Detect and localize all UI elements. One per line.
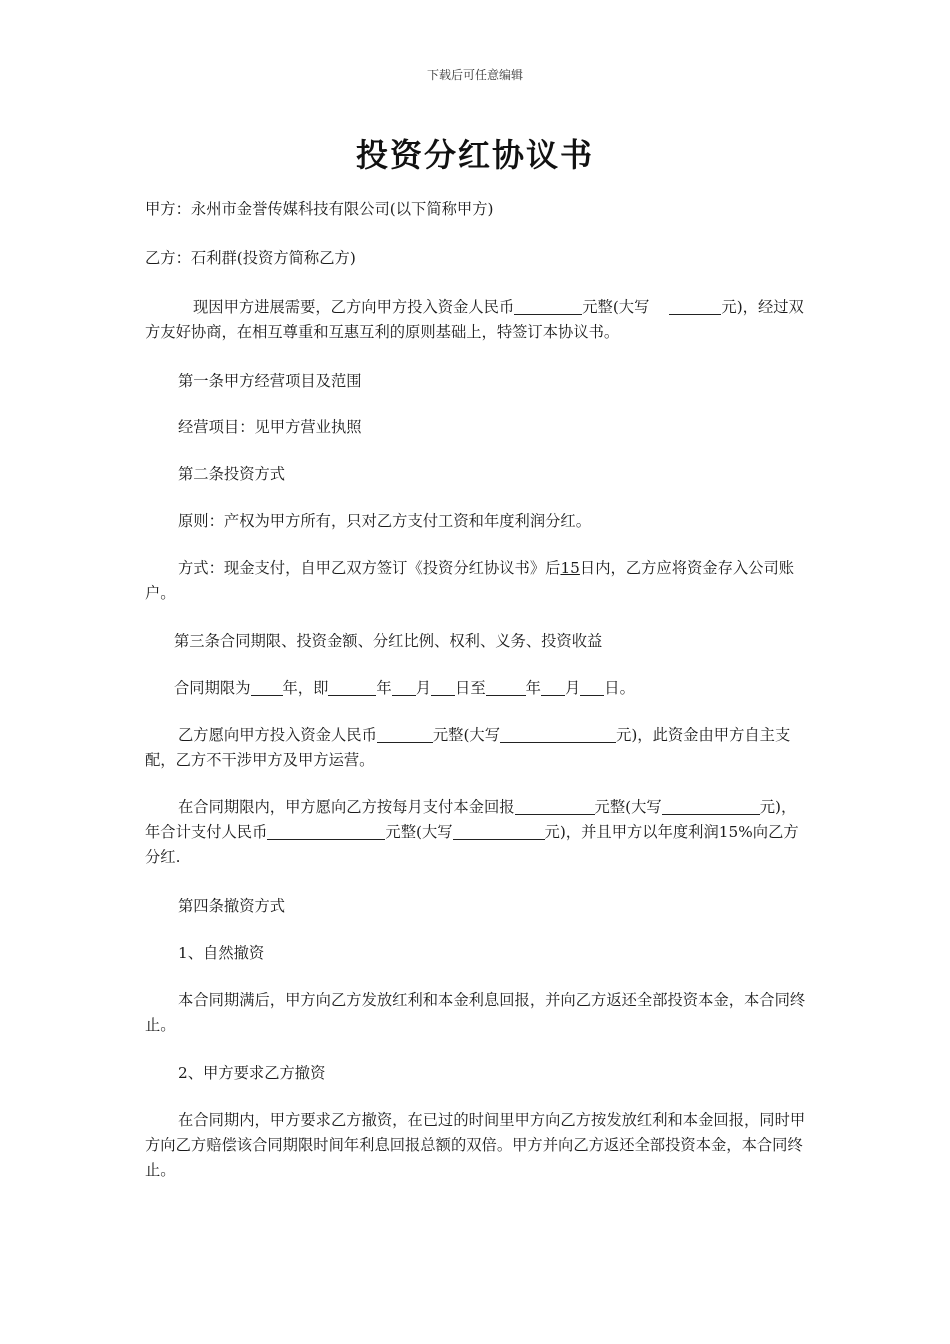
article-4-heading: 第四条撤资方式 [178, 897, 286, 915]
end-day-blank [580, 677, 604, 696]
term-text-8: 日。 [604, 679, 635, 697]
intro-text-1: 现因甲方进展需要，乙方向甲方投入资金人民币 [193, 298, 515, 316]
monthly-return-blank [515, 796, 595, 815]
article-4-section-2-text: 在合同期内，甲方要求乙方撤资，在已过的时间里甲方向乙方按发放红利和本金回报，同时甲方向乙方赔偿该合同期限时间年利息回报总额的双倍。甲方并向乙方返还全部投资本金，本合同终止。 [145, 1111, 806, 1179]
article-4-section-1-heading: 1、自然撤资 [178, 944, 265, 962]
term-text-7: 月 [564, 679, 581, 697]
term-years-blank [251, 677, 283, 696]
invest-words-blank [500, 724, 616, 743]
annual-words-blank [453, 821, 545, 840]
term-text-3: 年 [376, 679, 392, 697]
document-title: 投资分红协议书 [355, 136, 594, 174]
method-text-2: 日内，乙方应将资金存入公司账户。 [145, 559, 795, 602]
amount-words-blank [669, 296, 721, 315]
intro-text-3: 元)，经过双方友好协商，在相互尊重和互惠互利的原则基础上，特签订本协议书。 [145, 298, 804, 341]
return-text-3: 元)，年合计支付人民币 [145, 798, 797, 841]
annual-total-blank [267, 821, 385, 840]
article-3-investment [145, 723, 807, 773]
party-b: 乙方：石利群(投资方简称乙方) [145, 249, 356, 267]
monthly-words-blank [662, 796, 760, 815]
invest-text-2: 元整(大写 [432, 726, 501, 744]
method-text-1: 方式：现金支付，自甲乙双方签订《投资分红协议书》后 [178, 559, 561, 577]
start-year-blank [328, 677, 376, 696]
article-2-method [145, 556, 807, 606]
term-text-6: 年 [525, 679, 541, 697]
party-a: 甲方：永州市金誉传媒科技有限公司(以下简称甲方) [145, 200, 494, 218]
start-day-blank [431, 677, 455, 696]
invest-text-3: 元)，此资金由甲方自主支配，乙方不干涉甲方及甲方运营。 [145, 726, 791, 769]
intro-paragraph [145, 295, 807, 345]
end-year-blank [486, 677, 526, 696]
article-1-heading: 第一条甲方经营项目及范围 [178, 372, 362, 390]
return-text-4: 元整(大写 [385, 823, 453, 841]
article-4-section-2-heading: 2、甲方要求乙方撤资 [178, 1064, 326, 1082]
document-body [145, 197, 807, 1183]
term-text-1: 合同期限为 [174, 679, 251, 697]
term-text-5: 日至 [455, 679, 486, 697]
return-text-2: 元整(大写 [594, 798, 662, 816]
intro-text-2: 元整(大写 [582, 298, 650, 316]
article-3-term [145, 676, 807, 701]
article-2-heading: 第二条投资方式 [178, 465, 286, 483]
invest-amount-blank [377, 724, 433, 743]
invest-text-1: 乙方愿向甲方投入资金人民币 [178, 726, 377, 744]
days-value: 15 [560, 559, 580, 577]
start-month-blank [392, 677, 416, 696]
amount-blank [514, 296, 582, 315]
term-text-4: 月 [415, 679, 432, 697]
article-3-heading: 第三条合同期限、投资金额、分红比例、权利、义务、投资收益 [174, 632, 603, 650]
end-month-blank [541, 677, 565, 696]
header-note: 下载后可任意编辑 [426, 68, 523, 82]
return-text-1: 在合同期限内，甲方愿向乙方按每月支付本金回报 [178, 798, 515, 816]
article-1-item: 经营项目：见甲方营业执照 [178, 418, 362, 436]
return-text-5: 元)，并且甲方以年度利润15%向乙方分红. [145, 823, 799, 866]
term-text-2: 年，即 [282, 679, 329, 697]
article-4-section-1-text: 本合同期满后，甲方向乙方发放红利和本金利息回报，并向乙方返还全部投资本金，本合同终止。 [145, 991, 806, 1034]
article-2-principle: 原则：产权为甲方所有，只对乙方支付工资和年度利润分红。 [178, 512, 592, 530]
article-3-return [145, 795, 807, 870]
